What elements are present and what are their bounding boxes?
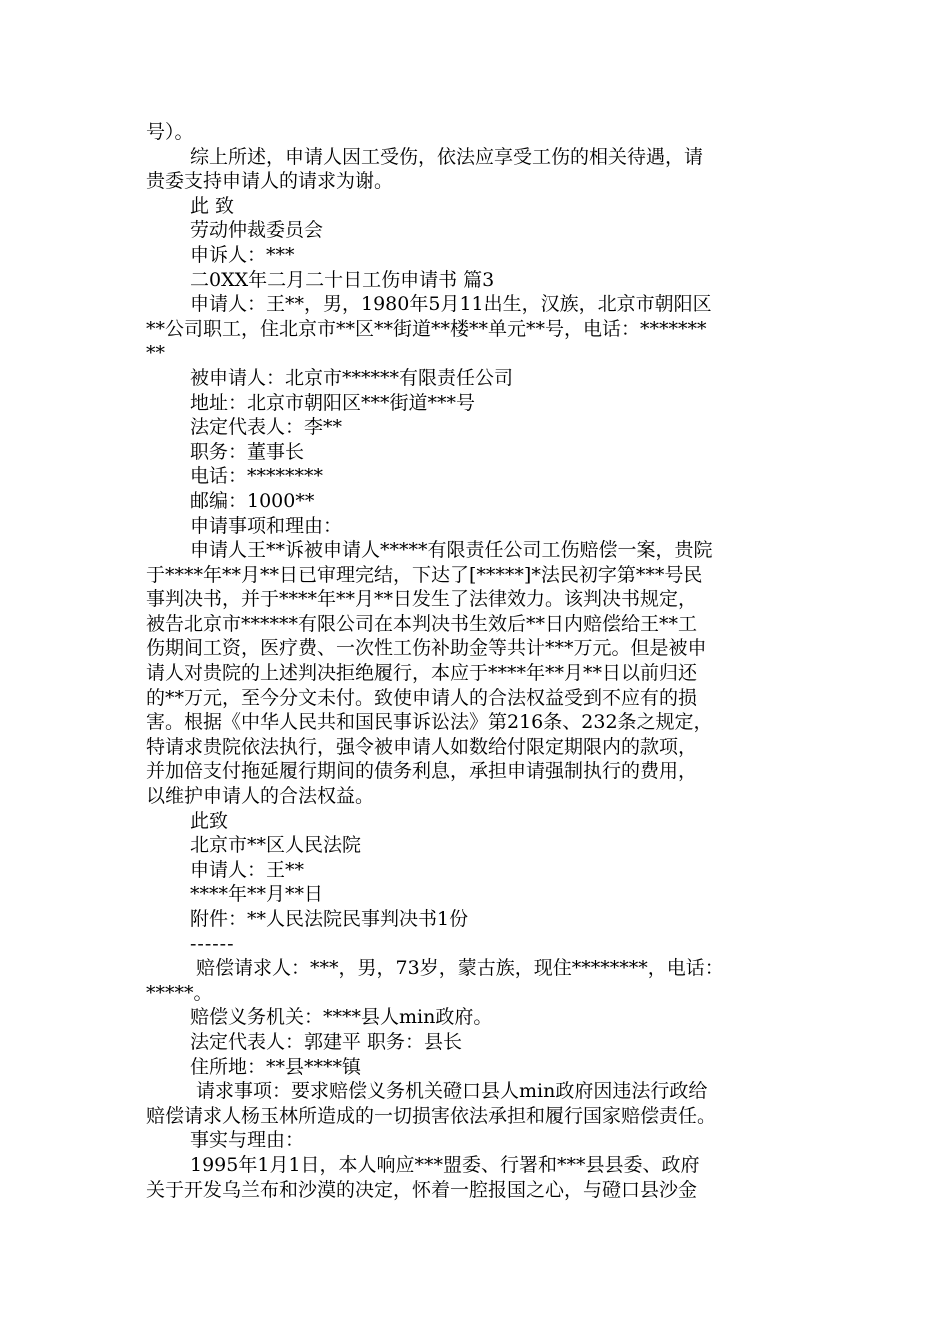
text-line: 申请人王**诉被申请人*****有限责任公司工伤赔偿一案，贵院 xyxy=(190,539,713,562)
text-line: 申请人：王**，男，1980年5月11出生，汉族，北京市朝阳区 xyxy=(190,293,712,316)
text-line: 事实与理由： xyxy=(190,1129,305,1152)
text-line: 赔偿义务机关：****县人min政府。 xyxy=(190,1006,493,1029)
text-line: 劳动仲裁委员会 xyxy=(190,219,324,242)
text-line: 赔偿请求人：***，男，73岁，蒙古族，现住********，电话： xyxy=(190,957,724,980)
text-line: 贵委支持申请人的请求为谢。 xyxy=(146,170,394,193)
text-line: 地址：北京市朝阳区***街道***号 xyxy=(190,391,476,414)
text-line: 1995年1月1日，本人响应***盟委、行署和***县县委、政府 xyxy=(190,1153,700,1176)
text-line: 申请人：王** xyxy=(190,858,305,881)
text-line: 以维护申请人的合法权益。 xyxy=(146,785,375,808)
separator-line: ------ xyxy=(190,932,235,955)
text-line: *****。 xyxy=(146,981,213,1004)
text-line: 法定代表人：郭建平 职务：县长 xyxy=(190,1030,463,1053)
text-line: 于****年**月**日已审理完结，下达了[*****]*法民初字第***号民 xyxy=(146,563,703,586)
text-line: 职务：董事长 xyxy=(190,440,305,463)
text-line: 综上所述，申请人因工受伤，依法应享受工伤的相关待遇，请 xyxy=(190,145,704,168)
text-line: ****年**月**日 xyxy=(190,883,324,906)
text-line: 法定代表人：李** xyxy=(190,416,343,439)
text-line: ** xyxy=(146,342,165,365)
text-line: 北京市**区人民法院 xyxy=(190,834,362,857)
text-line: **公司职工，住北京市**区**街道**楼**单元**号，电话：******* xyxy=(146,317,707,340)
text-line: 并加倍支付拖延履行期间的债务利息，承担申请强制执行的费用， xyxy=(146,760,698,783)
text-line: 赔偿请求人杨玉林所造成的一切损害依法承担和履行国家赔偿责任。 xyxy=(146,1104,717,1127)
section-heading: 二0XX年二月二十日工伤申请书 篇3 xyxy=(190,268,495,291)
text-line: 此致 xyxy=(190,809,229,832)
text-line: 请人对贵院的上述判决拒绝履行，本应于****年**月**日以前归还 xyxy=(146,662,698,685)
text-line: 被申请人：北京市******有限责任公司 xyxy=(190,366,514,389)
text-line: 邮编：1000** xyxy=(190,489,315,512)
text-line: 事判决书，并于****年**月**日发生了法律效力。该判决书规定， xyxy=(146,588,698,611)
document-body xyxy=(146,120,811,1202)
text-line: 请求事项：要求赔偿义务机关磴口县人min政府因违法行政给 xyxy=(190,1080,708,1103)
text-line: 申诉人：*** xyxy=(190,243,295,266)
text-line: 伤期间工资，医疗费、一次性工伤补助金等共计***万元。但是被申 xyxy=(146,637,707,660)
text-line: 特请求贵院依法执行，强令被申请人如数给付限定期限内的款项， xyxy=(146,735,698,758)
text-line: 被告北京市******有限公司在本判决书生效后**日内赔偿给王**工 xyxy=(146,612,698,635)
text-line: 害。根据《中华人民共和国民事诉讼法》第216条、232条之规定， xyxy=(146,711,713,734)
text-line: 申请事项和理由： xyxy=(190,514,343,537)
text-line: 住所地：**县****镇 xyxy=(190,1055,362,1078)
text-line: 的**万元，至今分文未付。致使申请人的合法权益受到不应有的损 xyxy=(146,686,698,709)
text-line: 附件：**人民法院民事判决书1份 xyxy=(190,908,469,930)
text-line: 号）。 xyxy=(146,121,194,143)
text-line: 电话：******** xyxy=(190,465,324,488)
text-line: 此 致 xyxy=(190,194,235,217)
text-line: 关于开发乌兰布和沙漠的决定，怀着一腔报国之心，与磴口县沙金 xyxy=(146,1178,698,1201)
